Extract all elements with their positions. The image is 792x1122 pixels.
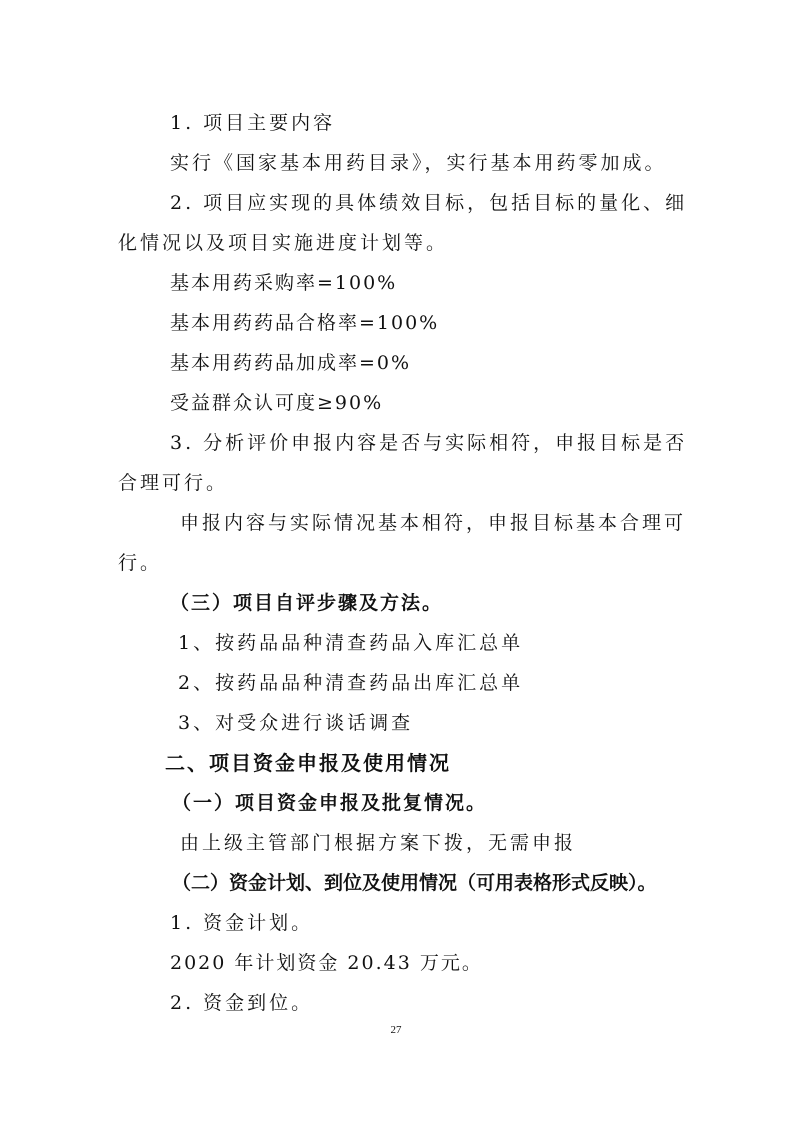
section-heading: 二、项目资金申报及使用情况 [165,751,451,775]
paragraph-continued: 化情况以及项目实施进度计划等。 [118,232,449,254]
item-1-title: 1. 项目主要内容 [170,112,336,134]
paragraph-continued: 行。 [118,552,163,574]
paragraph: 实行《国家基本用药目录》，实行基本用药零加成。 [170,152,667,174]
paragraph-continued: 合理可行。 [118,472,229,494]
list-item: 1、按药品品种清查药品入库汇总单 [178,632,524,654]
paragraph: 2020 年计划资金 20.43 万元。 [170,952,483,974]
section-subheading: （二）资金计划、到位及使用情况（可用表格形式反映）。 [172,872,657,894]
list-item: 2、按药品品种清查药品出库汇总单 [178,672,524,694]
list-item: 3、对受众进行谈话调查 [178,712,414,734]
section-subheading: （一）项目资金申报及批复情况。 [172,792,488,814]
paragraph: 由上级主管部门根据方案下拨，无需申报 [180,832,577,854]
item-1-title: 1. 资金计划。 [170,912,314,934]
metric-line: 基本用药药品合格率=100% [170,312,440,334]
item-2-title: 2. 资金到位。 [170,992,314,1014]
section-subheading: （三）项目自评步骤及方法。 [170,592,444,614]
metric-line: 基本用药药品加成率=0% [170,352,412,374]
item-3-title: 3. 分析评价申报内容是否与实际相符，申报目标是否 [170,432,688,454]
page-number: 27 [390,1024,402,1036]
item-2-title: 2. 项目应实现的具体绩效目标，包括目标的量化、细 [170,192,688,214]
metric-line: 基本用药采购率=100% [170,272,398,294]
paragraph: 申报内容与实际情况基本相符，申报目标基本合理可 [180,512,687,534]
metric-line: 受益群众认可度≥90% [170,392,384,414]
